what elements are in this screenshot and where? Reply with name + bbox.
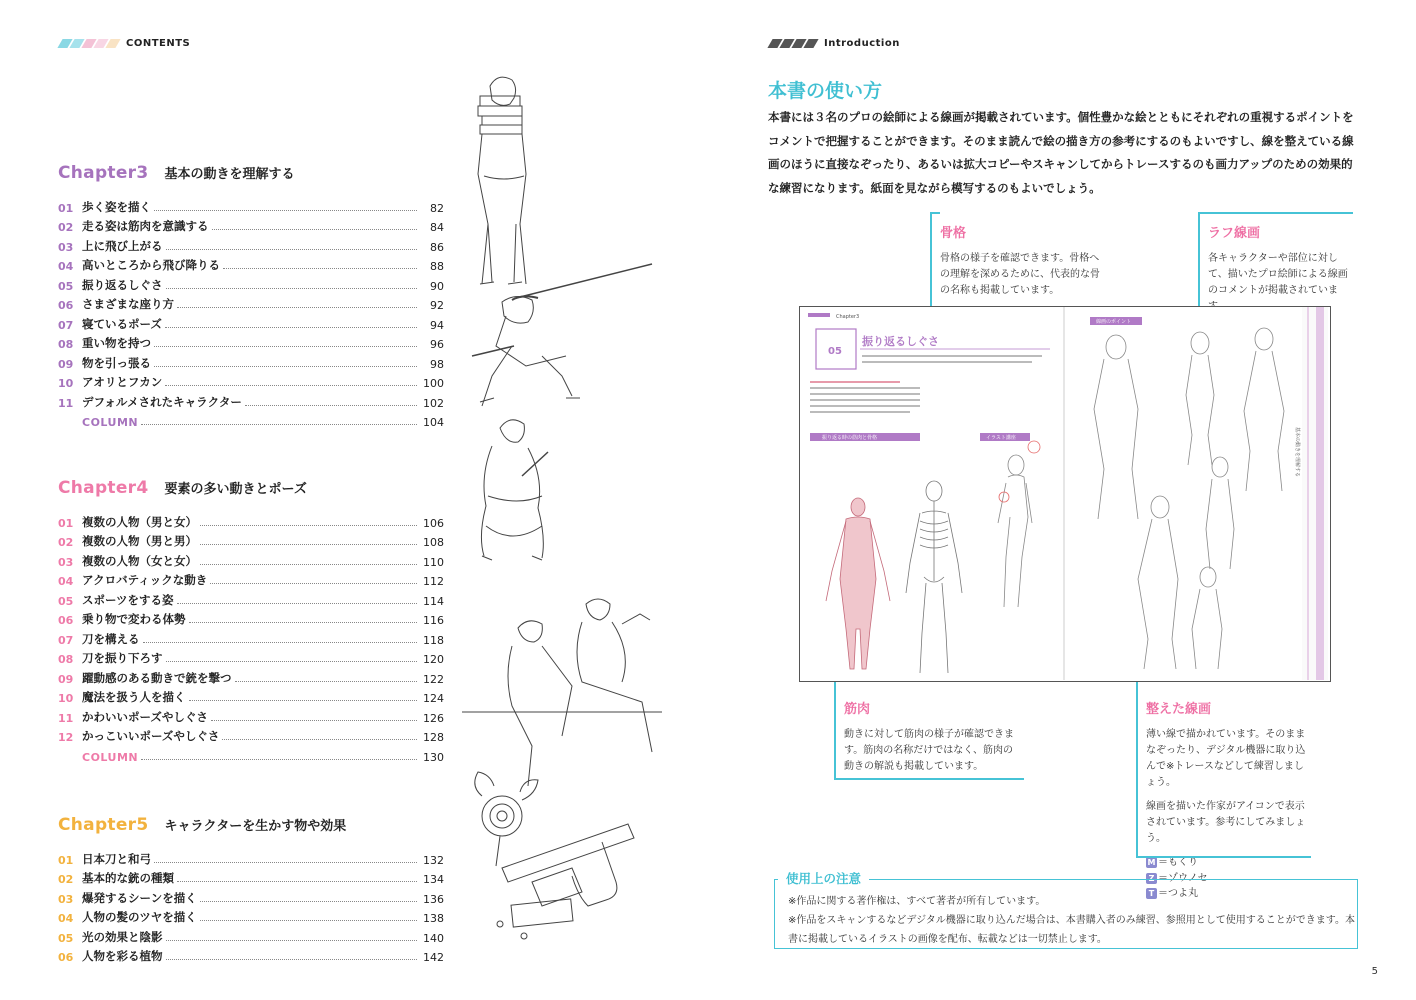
toc-number: 07 xyxy=(58,318,74,332)
toc-leader-dots xyxy=(189,622,418,623)
toc-title: 爆発するシーンを描く xyxy=(82,890,197,905)
toc-leader-dots xyxy=(143,642,418,643)
toc-number: 02 xyxy=(58,873,74,886)
toc-title: 刀を振り下ろす xyxy=(82,651,163,665)
toc-title: 高いところから飛び降りる xyxy=(82,258,220,272)
man-carrying-books-illustration xyxy=(478,77,526,284)
toc-page-number: 134 xyxy=(423,873,444,886)
toc-entry xyxy=(58,744,444,764)
usage-notes-text xyxy=(788,892,1356,949)
toc-leader-dots xyxy=(166,959,418,960)
toc-leader-dots xyxy=(200,901,417,902)
chapter-name: Chapter3 xyxy=(58,163,149,183)
toc-number: 09 xyxy=(58,357,74,371)
toc-entry xyxy=(58,886,444,906)
toc-page-number: 120 xyxy=(423,653,444,666)
toc-page-number: 104 xyxy=(423,416,444,429)
toc-entry xyxy=(58,254,444,274)
toc-title: COLUMN xyxy=(82,416,139,429)
artist-name: ＝もくり xyxy=(1158,857,1198,868)
toc-title: 躍動感のある動きで銃を撃つ xyxy=(82,670,232,685)
toc-page-number: 118 xyxy=(423,633,444,647)
toc-leader-dots xyxy=(166,940,418,941)
skeleton-figure xyxy=(906,481,962,673)
toc-page-number: 98 xyxy=(430,357,444,371)
toc-number: 10 xyxy=(58,377,74,390)
toc-page-number: 94 xyxy=(430,318,444,332)
toc-entry xyxy=(58,410,444,430)
chapter-heading xyxy=(58,478,444,498)
toc-number: 11 xyxy=(58,396,74,410)
artist-name: ＝ゾウノセ xyxy=(1158,872,1208,884)
toc-entry xyxy=(58,351,444,371)
toc-leader-dots xyxy=(223,268,417,269)
intro-paragraph: 本書には３名のプロの絵師による線画が掲載されています。個性豊かな絵とともにそれぞれの重視するポイントをコメントで把握することができます。そのまま読んで絵の描き方の参考にするのもよいですし、線を整えている線画のほうに直接なぞったり、あるいは拡大コピーやスキャンしてからトレースするのも画力アップのための効果的な練習になります。紙面を見ながら模写するのもよいでしょう。 xyxy=(768,110,1354,195)
fighter-with-staff-illustration xyxy=(472,264,652,406)
toc-leader-dots xyxy=(200,920,417,921)
toc-number: 03 xyxy=(58,555,74,569)
toc-title: 上に飛び上がる xyxy=(82,238,163,253)
introduction-header-label: Introduction xyxy=(824,38,900,49)
toc-entry xyxy=(58,234,444,254)
toc-title: 光の効果と陰影 xyxy=(82,929,163,944)
toc-number: 03 xyxy=(58,240,74,254)
toc-entry xyxy=(58,588,444,608)
toc-leader-dots xyxy=(212,229,418,230)
toc-title: 歩く姿を描く xyxy=(82,199,151,214)
toc-title: 日本刀と和弓 xyxy=(82,851,151,866)
toc-page-number: 84 xyxy=(430,221,444,234)
toc-leader-dots xyxy=(211,720,417,721)
toc-entry xyxy=(58,293,444,313)
chapter-heading xyxy=(58,815,444,835)
pistol-illustration xyxy=(497,824,634,939)
toc-number: 04 xyxy=(58,912,74,925)
callout-muscle-title: 筋肉 xyxy=(844,702,871,717)
toc-entry xyxy=(58,686,444,706)
toc-entry xyxy=(58,725,444,745)
chapter-title: 基本の動きを理解する xyxy=(164,167,295,182)
toc-title: 複数の人物（男と女） xyxy=(82,514,197,529)
toc-leader-dots xyxy=(200,564,417,565)
toc-entry xyxy=(58,312,444,332)
toc-page-number: 100 xyxy=(423,377,444,390)
toc-title: 走る姿は筋肉を意識する xyxy=(82,219,209,233)
artist-tag-icon: M xyxy=(1147,858,1156,867)
callout-bone-title: 骨格 xyxy=(940,226,967,241)
toc-entry xyxy=(58,273,444,293)
toc-page-number: 128 xyxy=(423,731,444,744)
toc-title: 乗り物で変わる体勢 xyxy=(82,612,186,626)
toc-leader-dots xyxy=(166,661,418,662)
toc-leader-dots xyxy=(177,307,417,308)
clean-figure xyxy=(998,441,1040,607)
chapter-heading xyxy=(58,163,444,183)
toc-leader-dots xyxy=(189,700,418,701)
toc-title: かわいいポーズやしぐさ xyxy=(82,709,208,724)
artist-tag-icon: T xyxy=(1146,888,1157,899)
callout-muscle xyxy=(844,698,1016,775)
toc-entry xyxy=(58,705,444,725)
toc-number: 08 xyxy=(58,338,74,351)
toc-title: 人物を彩る植物 xyxy=(82,949,163,963)
toc-number: 11 xyxy=(58,711,74,725)
toc-title: デフォルメされたキャラクター xyxy=(82,394,242,409)
toc-leader-dots xyxy=(166,288,418,289)
toc-entry xyxy=(58,847,444,867)
two-people-sitting-illustration xyxy=(462,599,662,786)
spread-number: 05 xyxy=(828,346,842,357)
usage-note-1: ※作品に関する著作権は、すべて著者が所有しています。 xyxy=(788,896,1046,907)
toc-number: 04 xyxy=(58,260,74,273)
toc-title: 振り返るしぐさ xyxy=(82,277,163,292)
toc-leader-dots xyxy=(154,346,417,347)
toc-leader-dots xyxy=(222,739,417,740)
toc-number: 12 xyxy=(58,731,74,744)
toc-leader-dots xyxy=(141,759,417,760)
toc-page-number: 102 xyxy=(423,396,444,410)
toc-entry xyxy=(58,867,444,887)
toc-title: 複数の人物（男と男） xyxy=(82,534,197,548)
character-figures-sketch xyxy=(1094,328,1284,669)
sample-spread-image xyxy=(799,306,1331,682)
toc-page-number: 116 xyxy=(423,614,444,627)
toc-number: 02 xyxy=(58,221,74,234)
rose-illustration xyxy=(475,772,538,866)
toc-title: 複数の人物（女と女） xyxy=(82,553,197,568)
toc-leader-dots xyxy=(177,881,417,882)
toc-entry xyxy=(58,549,444,569)
toc-title: 魔法を扱う人を描く xyxy=(82,690,186,704)
toc-title: 基本的な銃の種類 xyxy=(82,871,174,885)
toc-number: 01 xyxy=(58,516,74,530)
toc-number: 05 xyxy=(58,594,74,608)
header-stripes xyxy=(770,39,816,48)
toc-page-number: 130 xyxy=(423,750,444,764)
chapter-section xyxy=(58,815,444,964)
toc-number: 01 xyxy=(58,853,74,867)
toc-entry xyxy=(58,608,444,628)
toc-title: さまざまな座り方 xyxy=(82,297,174,311)
toc-entry xyxy=(58,627,444,647)
toc-number: 06 xyxy=(58,614,74,627)
toc-leader-dots xyxy=(154,862,417,863)
toc-page-number: 92 xyxy=(430,299,444,312)
toc-page-number: 122 xyxy=(423,672,444,686)
toc-entry xyxy=(58,647,444,667)
callout-rough-text: 各キャラクターや部位に対して、描いたプロ絵師による線画のコメントが掲載されていま xyxy=(1208,253,1348,296)
callout-clean xyxy=(1146,698,1306,902)
toc-leader-dots xyxy=(165,327,417,328)
toc-number: 05 xyxy=(58,279,74,293)
toc-leader-dots xyxy=(165,385,417,386)
toc-page-number: 140 xyxy=(423,931,444,945)
toc-number: 06 xyxy=(58,299,74,312)
toc-page-number: 124 xyxy=(423,692,444,705)
toc-number: 02 xyxy=(58,536,74,549)
usage-notes-title: 使用上の注意 xyxy=(778,869,869,887)
toc-page-number: 82 xyxy=(430,201,444,215)
spread-illust-label: イラスト講座 xyxy=(986,435,1016,441)
page-title: 本書の使い方 xyxy=(768,80,883,102)
toc-page-number: 108 xyxy=(423,536,444,549)
toc-leader-dots xyxy=(200,525,417,526)
toc-leader-dots xyxy=(200,544,417,545)
toc-leader-dots xyxy=(177,603,417,604)
toc-entry xyxy=(58,215,444,235)
spread-point-label: 線画のポイント xyxy=(1096,319,1132,325)
chapter-name: Chapter4 xyxy=(58,478,149,498)
page-number: 5 xyxy=(1371,966,1378,977)
toc-number: 05 xyxy=(58,931,74,945)
toc-leader-dots xyxy=(235,681,418,682)
toc-page-number: 136 xyxy=(423,892,444,906)
toc-leader-dots xyxy=(245,405,417,406)
toc-page-number: 86 xyxy=(430,240,444,254)
toc-leader-dots xyxy=(210,583,417,584)
toc-page-number: 114 xyxy=(423,594,444,608)
toc-entry xyxy=(58,666,444,686)
callout-rough xyxy=(1208,222,1356,315)
toc-page-number: 138 xyxy=(423,912,444,925)
toc-number: 03 xyxy=(58,892,74,906)
header-stripes xyxy=(60,39,118,48)
chapter-title: 要素の多い動きとポーズ xyxy=(164,482,307,497)
toc-page-number: 88 xyxy=(430,260,444,273)
toc-leader-dots xyxy=(141,424,417,425)
toc-entry xyxy=(58,371,444,391)
callout-bone-text: 骨格の様子を確認できます。骨格への理解を深めるために、代表的な骨の名称も掲載しています。 xyxy=(940,253,1100,296)
artist-name: ＝つよ丸 xyxy=(1158,888,1198,899)
toc-entry xyxy=(58,510,444,530)
toc-leader-dots xyxy=(154,210,417,211)
toc-page-number: 106 xyxy=(423,516,444,530)
spread-muscle-label: 振り返る時の筋肉と骨格 xyxy=(822,435,878,441)
toc-number: 10 xyxy=(58,692,74,705)
connector-rough-cap xyxy=(1198,212,1353,214)
chapter-title: キャラクターを生かす物や効果 xyxy=(164,819,347,834)
line-art-illustrations xyxy=(462,56,662,966)
contents-header-label: CONTENTS xyxy=(126,38,191,49)
toc-number: 09 xyxy=(58,672,74,686)
toc-title: かっこいいポーズやしぐさ xyxy=(82,729,220,743)
toc-page-number: 96 xyxy=(430,338,444,351)
callout-muscle-text: 動きに対して筋肉の様子が確認できます。筋肉の名称だけではなく、筋肉の動きの解説も掲載しています。 xyxy=(844,729,1014,772)
toc-leader-dots xyxy=(154,366,417,367)
contents-header xyxy=(60,38,190,49)
connector-clean-base xyxy=(1136,856,1311,858)
toc-entry xyxy=(58,530,444,550)
introduction-header xyxy=(770,38,900,49)
toc-page-number: 142 xyxy=(423,951,444,964)
callout-clean-title: 整えた線画 xyxy=(1146,702,1212,717)
toc-page-number: 112 xyxy=(423,575,444,588)
toc-number: 06 xyxy=(58,951,74,964)
toc-leader-dots xyxy=(166,249,418,250)
toc-number: 07 xyxy=(58,633,74,647)
toc-number: 01 xyxy=(58,201,74,215)
introduction-page xyxy=(708,0,1416,1000)
spread-chapter-tag: Chapter3 xyxy=(836,314,860,320)
toc-number: 08 xyxy=(58,653,74,666)
chapter-section xyxy=(58,163,444,429)
callout-rough-title: ラフ線画 xyxy=(1208,226,1261,241)
samurai-illustration xyxy=(481,420,548,560)
toc-entry xyxy=(58,390,444,410)
toc-entry xyxy=(58,945,444,965)
toc-entry xyxy=(58,332,444,352)
toc-title: 寝ているポーズ xyxy=(82,316,162,331)
usage-note-2: ※作品をスキャンするなどデジタル機器に取り込んだ場合は、本書購入者のみ練習、参照用として使用することができます。本書に掲載しているイラストの画像を配布、転載などは一切禁止します。 xyxy=(788,915,1355,945)
chapter-section xyxy=(58,478,444,764)
toc-number: 04 xyxy=(58,575,74,588)
spread-side-text: 基本の動きを理解する xyxy=(1294,427,1300,478)
toc-page-number: 132 xyxy=(423,853,444,867)
callout-clean-text: 薄い線で描かれています。そのままなぞったり、デジタル機器に取り込んで※トレースなどして練習しましょう。 xyxy=(1146,729,1306,788)
toc-entry xyxy=(58,925,444,945)
callout-bone xyxy=(940,222,1100,299)
muscle-figure xyxy=(826,498,890,669)
artist-tag-icon: Z xyxy=(1146,873,1157,884)
toc-title: 刀を構える xyxy=(82,631,140,646)
toc-title: 人物の髪のツヤを描く xyxy=(82,910,197,924)
toc-title: 物を引っ張る xyxy=(82,355,151,370)
toc-title: スポーツをする姿 xyxy=(82,592,174,607)
toc-entry xyxy=(58,569,444,589)
toc-title: 重い物を持つ xyxy=(82,336,151,350)
sample-spread-drawing xyxy=(800,307,1329,680)
connector-bone-cap xyxy=(930,212,940,214)
toc-entry xyxy=(58,195,444,215)
toc-page-number: 90 xyxy=(430,279,444,293)
connector-muscle-base xyxy=(834,778,1024,780)
callout-clean-text2: 線画を描いた作家がアイコンで表示されています。参考にしてみましょう。 xyxy=(1146,801,1306,844)
chapter-name: Chapter5 xyxy=(58,815,149,835)
spread-title: 振り返るしぐさ xyxy=(862,335,939,348)
toc-title: アオリとフカン xyxy=(82,375,163,389)
toc-title: COLUMN xyxy=(82,750,139,764)
toc-entry xyxy=(58,906,444,926)
toc-title: アクロバティックな動き xyxy=(82,573,208,587)
toc-page-number: 126 xyxy=(423,711,444,725)
toc-page-number: 110 xyxy=(423,555,444,569)
